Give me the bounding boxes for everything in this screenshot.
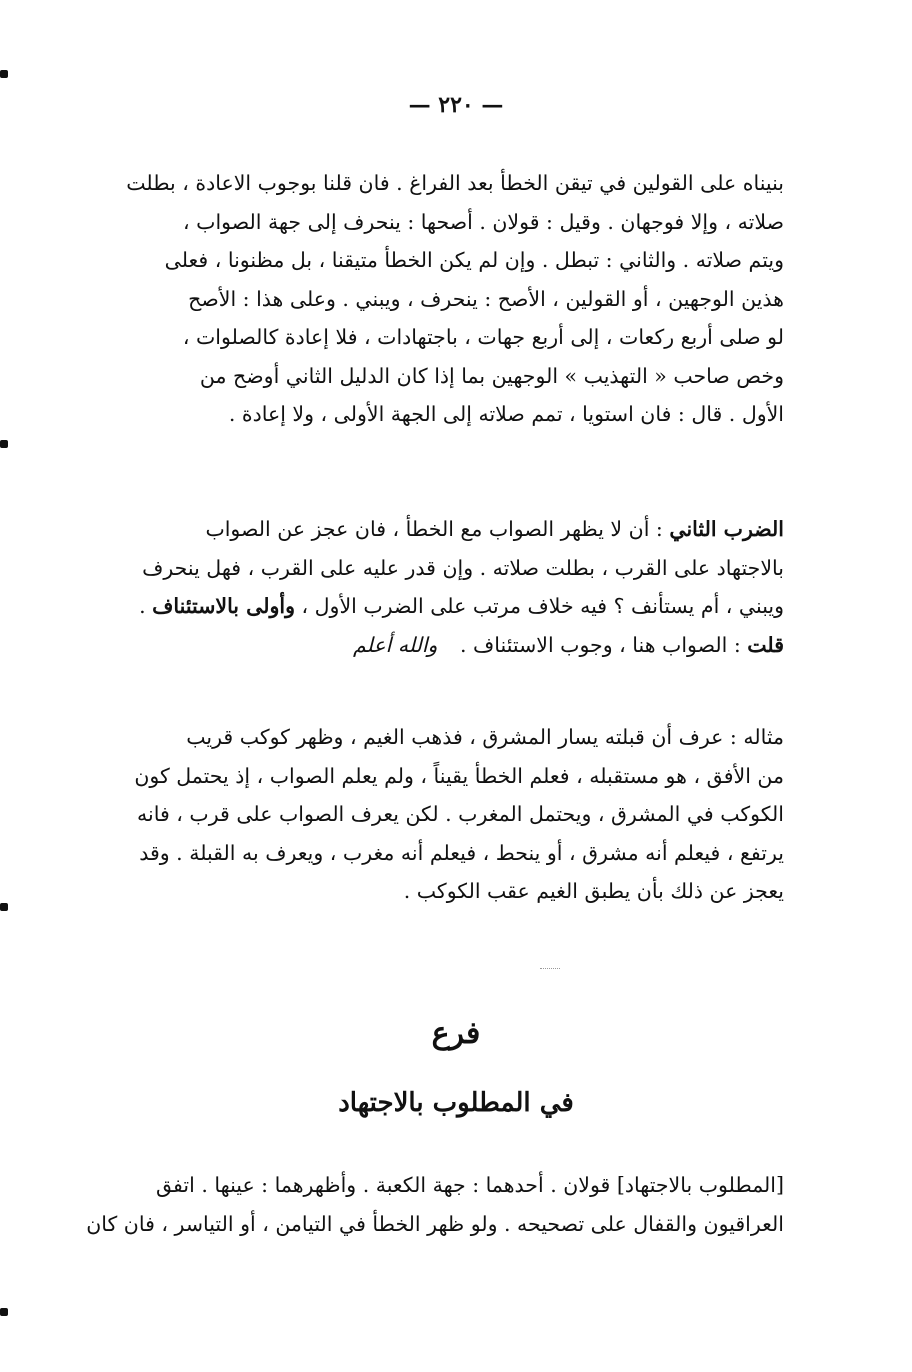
- paragraph-2: [64, 510, 784, 664]
- text-span: .: [139, 594, 146, 618]
- paragraph-4: [64, 1166, 784, 1243]
- text-line: العراقيون والقفال على تصحيحه . ولو ظهر الخطأ في التيامن ، أو التياسر ، فان كان: [86, 1211, 784, 1236]
- section-heading: فرع: [431, 1016, 481, 1051]
- text-line: [64, 510, 784, 549]
- text-line: بالاجتهاد على القرب ، بطلت صلاته . وإن قدر عليه على القرب ، فهل ينحرف: [142, 555, 784, 580]
- text-line: يرتفع ، فيعلم أنه مشرق ، أو ينحط ، فيعلم أنه مغرب ، ويعرف به القبلة . وقد: [139, 840, 784, 865]
- text-line: وخص صاحب « التهذيب » الوجهين بما إذا كان الدليل الثاني أوضح من: [199, 363, 784, 388]
- text-line: [64, 626, 784, 665]
- text-line: هذين الوجهين ، أو القولين ، الأصح : ينحرف ، ويبني . وعلى هذا : الأصح: [188, 286, 784, 311]
- qult-lead: قلت: [747, 632, 784, 657]
- text-line: صلاته ، وإلا فوجهان . وقيل : قولان . أصحها : ينحرف إلى جهة الصواب ،: [183, 209, 784, 234]
- binding-mark: [0, 70, 8, 78]
- section-subheading: في المطلوب بالاجتهاد: [338, 1088, 574, 1118]
- text-span: : أن لا يظهر الصواب مع الخطأ ، فان عجز عن الصواب: [205, 517, 663, 541]
- handwritten-closing: والله أعلم: [352, 632, 438, 657]
- text-line: مثاله : عرف أن قبلته يسار المشرق ، فذهب الغيم ، وظهر كوكب قريب: [186, 725, 784, 749]
- text-line: من الأفق ، هو مستقبله ، فعلم الخطأ يقيناً ، ولم يعلم الصواب ، إذ يحتمل كون: [134, 763, 784, 788]
- paragraph-3: [64, 718, 784, 911]
- paragraph-1: [64, 164, 784, 434]
- binding-mark: [0, 1308, 8, 1316]
- text-line: ويتم صلاته . والثاني : تبطل . وإن لم يكن الخطأ متيقنا ، بل مظنونا ، فعلى: [164, 248, 784, 272]
- separator: [540, 968, 560, 969]
- text-span: : الصواب هنا ، وجوب الاستئناف .: [459, 632, 741, 657]
- binding-mark: [0, 440, 8, 448]
- section-lead: الضرب الثاني: [669, 517, 784, 541]
- page-number: — ٢٢٠ —: [408, 92, 504, 118]
- text-line: [64, 587, 784, 626]
- text-line: [المطلوب بالاجتهاد] قولان . أحدهما : جهة الكعبة . وأظهرهما : عينها . اتفق: [155, 1173, 784, 1197]
- text-line: لو صلى أربع ركعات ، إلى أربع جهات ، باجتهادات ، فلا إعادة كالصلوات ،: [182, 325, 784, 349]
- text-line: الكوكب في المشرق ، ويحتمل المغرب . لكن يعرف الصواب على قرب ، فانه: [137, 802, 784, 826]
- text-span: ويبني ، أم يستأنف ؟ فيه خلاف مرتب على الضرب الأول ،: [301, 594, 784, 618]
- bold-phrase: وأولى بالاستئناف: [152, 594, 295, 618]
- text-line: الأول . قال : فان استويا ، تمم صلاته إلى الجهة الأولى ، ولا إعادة .: [228, 402, 784, 426]
- text-line: يعجز عن ذلك بأن يطبق الغيم عقب الكوكب .: [403, 879, 784, 903]
- binding-mark: [0, 903, 8, 911]
- text-line: بنيناه على القولين في تيقن الخطأ بعد الفراغ . فان قلنا بوجوب الاعادة ، بطلت: [126, 171, 784, 195]
